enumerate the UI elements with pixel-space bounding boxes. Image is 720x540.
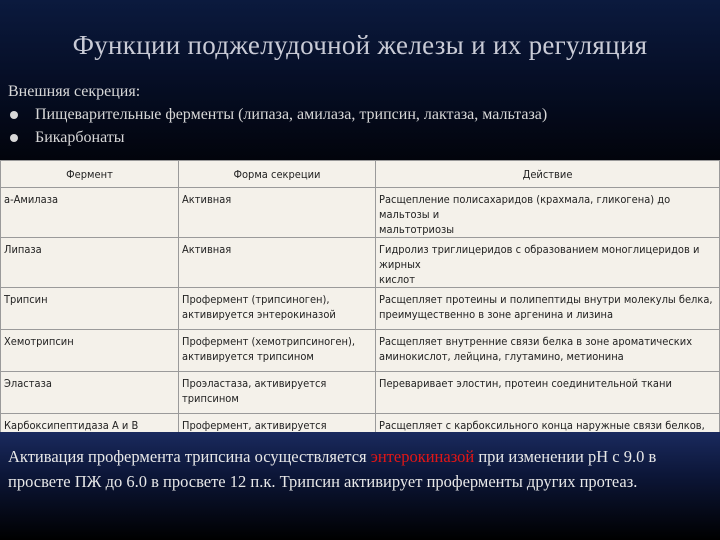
cell-enzyme xyxy=(1,188,179,238)
footer-highlight: энтерокиназой xyxy=(370,447,475,466)
table-row xyxy=(1,288,720,330)
cell-form xyxy=(179,238,376,288)
bullet-dot-icon xyxy=(10,134,18,142)
cell-enzyme xyxy=(1,288,179,330)
bullet-text: Пищеварительные ферменты (липаза, амилаза, трипсин, лактаза, мальтаза) xyxy=(35,106,548,123)
cell-enzyme-line: Карбоксипептидаза А и В xyxy=(4,419,139,432)
footer-text-part: при изменении pH с 9.0 в просвете ПЖ до 6.0 в просвете 12 п.к. Трипсин активирует проферменты других протеаз. xyxy=(8,447,657,491)
cell-action xyxy=(376,372,720,414)
cell-action-line: Расщепляет с карбоксильного конца наружные связи белков, xyxy=(379,419,705,432)
cell-form-line: активируется трипсином xyxy=(182,350,314,363)
cell-enzyme-line: Трипсин xyxy=(4,293,48,306)
header-action: Действие xyxy=(376,161,720,188)
cell-enzyme-line: Хемотрипсин xyxy=(4,335,74,348)
cell-action-line: мальтотриозы xyxy=(379,223,455,236)
cell-enzyme xyxy=(1,330,179,372)
cell-form-line: Профермент (трипсиноген), xyxy=(182,293,330,306)
cell-form-line: трипсином xyxy=(182,392,239,405)
slide-title: Функции поджелудочной железы и их регуляция xyxy=(72,30,648,60)
cell-action xyxy=(376,188,720,238)
footer-text xyxy=(8,444,714,494)
cell-form xyxy=(179,330,376,372)
intro-block xyxy=(8,80,547,149)
cell-action-line: Расщепляет протеины и полипептиды внутри молекулы белка, xyxy=(379,293,713,306)
cell-form-line: Активная xyxy=(182,193,232,206)
header-form: Форма секреции xyxy=(179,161,376,188)
title-band xyxy=(0,0,720,160)
cell-action-line: Расщепляет внутренние связи белка в зоне ароматических xyxy=(379,335,693,348)
footer-band xyxy=(0,432,720,540)
cell-action xyxy=(376,288,720,330)
cell-form xyxy=(179,372,376,414)
cell-enzyme xyxy=(1,238,179,288)
cell-action xyxy=(376,330,720,372)
cell-action-line: Гидролиз триглицеридов с образованием моноглицеридов и жирных xyxy=(379,243,700,271)
cell-form-line: Проэластаза, активируется xyxy=(182,377,327,390)
enzyme-table xyxy=(0,160,720,456)
cell-action xyxy=(376,238,720,288)
cell-form-line: активируется энтерокиназой xyxy=(182,308,336,321)
cell-action-line: аминокислот, лейцина, глутамино, метионина xyxy=(379,350,624,363)
bullet-dot-icon xyxy=(10,111,18,119)
table-row xyxy=(1,188,720,238)
table-row xyxy=(1,330,720,372)
bullet-text: Бикарбонаты xyxy=(35,129,125,146)
cell-form xyxy=(179,288,376,330)
table-row xyxy=(1,238,720,288)
cell-action-line: кислот xyxy=(379,273,415,286)
cell-enzyme-line: a-Амилаза xyxy=(4,193,59,206)
table-header-row xyxy=(1,161,720,188)
bullet-item xyxy=(8,103,547,126)
cell-form xyxy=(179,188,376,238)
cell-form-line: Активная xyxy=(182,243,232,256)
cell-enzyme-line: Эластаза xyxy=(4,377,52,390)
intro-heading: Внешняя секреция: xyxy=(8,83,141,100)
enzyme-table-area xyxy=(0,160,720,432)
bullet-item xyxy=(8,126,547,149)
cell-action-line: Расщепление полисахаридов (крахмала, гликогена) до мальтозы и xyxy=(379,193,671,221)
table-row xyxy=(1,372,720,414)
cell-action-line: Переваривает элостин, протеин соединительной ткани xyxy=(379,377,672,390)
footer-text-part: Активация профермента трипсина осуществляется xyxy=(8,447,371,466)
cell-form-line: Профермент, активируется xyxy=(182,419,327,432)
cell-enzyme xyxy=(1,372,179,414)
header-enzyme: Фермент xyxy=(1,161,179,188)
cell-action-line: преимущественно в зоне аргенина и лизина xyxy=(379,308,614,321)
cell-enzyme-line: Липаза xyxy=(4,243,42,256)
cell-form-line: Профермент (хемотрипсиноген), xyxy=(182,335,355,348)
